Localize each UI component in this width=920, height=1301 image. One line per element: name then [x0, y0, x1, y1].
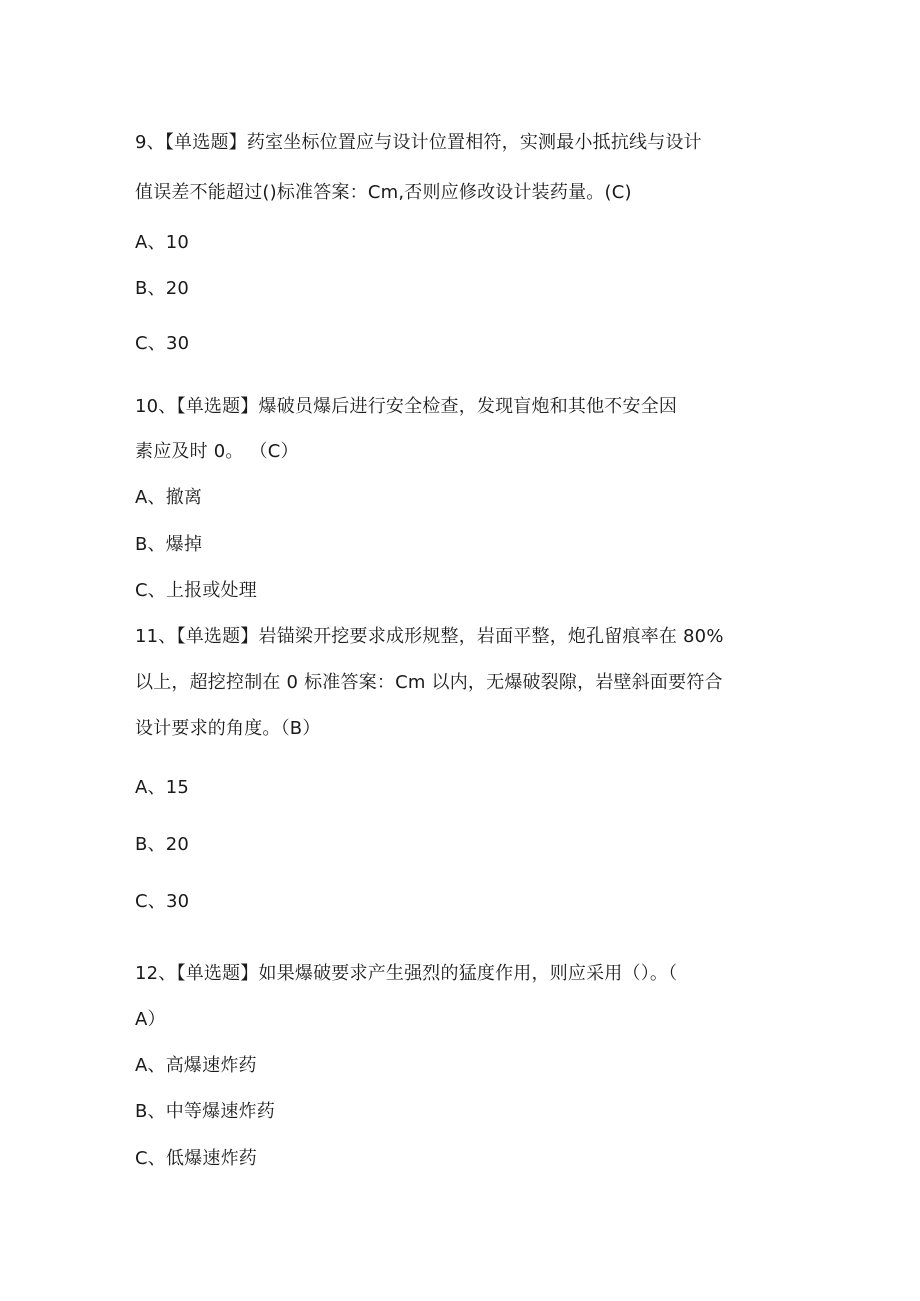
option-c: C、30 [135, 891, 190, 912]
question-text-line: 12、【单选题】如果爆破要求产生强烈的猛度作用，则应采用（）。（ [135, 963, 678, 984]
question-text-line: 10、【单选题】爆破员爆后进行安全检查，发现盲炮和其他不安全因 [135, 396, 678, 417]
option-a: A、15 [135, 777, 190, 798]
question-text-line: 值误差不能超过()标准答案：Cm,否则应修改设计装药量。(C) [135, 182, 632, 203]
question-text-line: 素应及时 0。 （C） [135, 441, 299, 462]
option-a: A、撤离 [135, 487, 203, 508]
question-text-line: 11、【单选题】岩锚梁开挖要求成形规整，岩面平整，炮孔留痕率在 80% [135, 626, 724, 647]
question-text-line: 以上，超挖控制在 0 标准答案：Cm 以内，无爆破裂隙，岩壁斜面要符合 [135, 672, 723, 693]
question-text-line: 9、【单选题】药室坐标位置应与设计位置相符，实测最小抵抗线与设计 [135, 132, 702, 153]
option-b: B、20 [135, 278, 190, 299]
option-c: C、上报或处理 [135, 580, 257, 601]
option-c: C、低爆速炸药 [135, 1148, 257, 1169]
question-text-line: A） [135, 1009, 166, 1030]
option-b: B、20 [135, 834, 190, 855]
option-b: B、中等爆速炸药 [135, 1101, 275, 1122]
question-text-line: 设计要求的角度。（B） [135, 718, 321, 739]
option-c: C、30 [135, 333, 190, 354]
option-b: B、爆掉 [135, 534, 203, 555]
option-a: A、高爆速炸药 [135, 1055, 257, 1076]
option-a: A、10 [135, 232, 190, 253]
